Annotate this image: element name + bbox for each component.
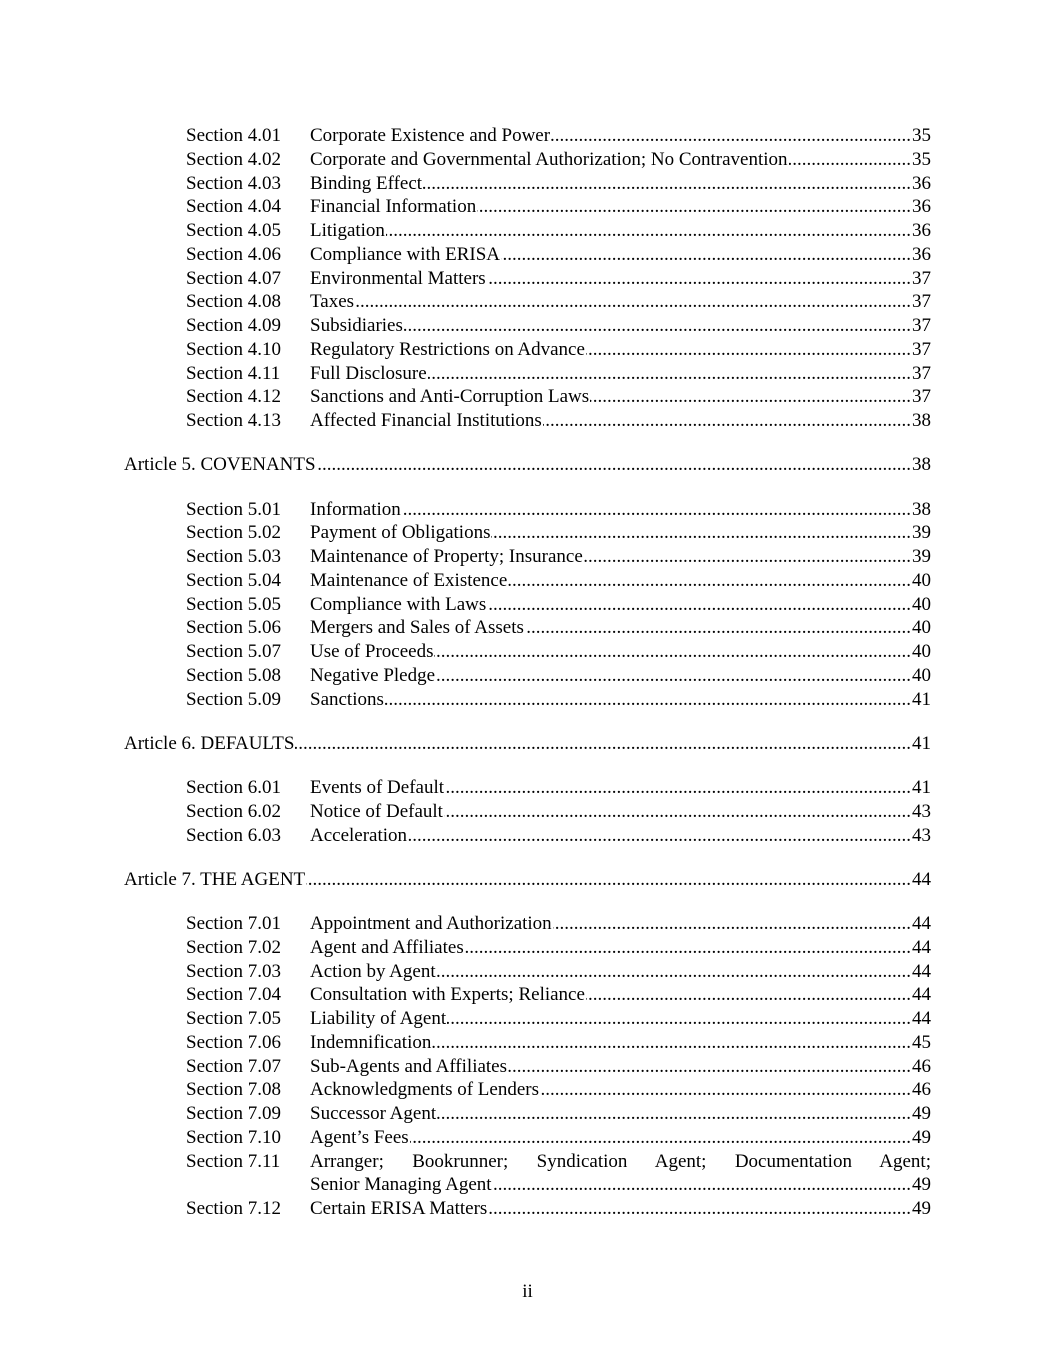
section-number: Section 7.09 (186, 1103, 281, 1124)
section-number: Section 7.03 (186, 960, 281, 982)
section-entry[interactable] (310, 243, 931, 267)
section-entry[interactable] (310, 800, 931, 824)
section-number: Section 7.08 (186, 1079, 281, 1101)
section-number: Section 7.02 (186, 936, 281, 958)
entry-title: Consultation with Experts; Reliance (310, 984, 585, 1006)
section-entry[interactable] (310, 314, 931, 338)
entry-page-number: 39 (912, 546, 931, 567)
spacer (0, 847, 1055, 868)
entry-page-number: 45 (912, 1031, 931, 1053)
entry-page-number: 49 (912, 1198, 931, 1219)
entry-title: Negative Pledge (310, 664, 436, 686)
dot-leader (493, 1173, 911, 1197)
section-entry[interactable] (310, 936, 931, 960)
section-number: Section 5.01 (186, 498, 281, 520)
section-number: Section 4.13 (186, 410, 281, 431)
entry-page-number: 37 (912, 315, 931, 336)
dot-leader (487, 593, 911, 617)
dot-leader (508, 569, 911, 593)
dot-leader (355, 290, 911, 314)
entry-page-number: 36 (912, 196, 931, 218)
dot-leader (584, 545, 911, 569)
section-entry[interactable] (310, 362, 931, 386)
entry-page-number: 38 (912, 454, 931, 476)
section-row (0, 960, 1055, 984)
section-row (0, 409, 1055, 433)
section-row (0, 800, 1055, 824)
entry-title: Compliance with Laws (310, 593, 487, 615)
section-number: Section 4.03 (186, 172, 281, 194)
entry-title: Information (310, 498, 401, 520)
section-row (0, 172, 1055, 196)
dot-leader (408, 824, 911, 848)
section-entry[interactable] (310, 267, 931, 291)
section-row (0, 148, 1055, 172)
section-number: Section 7.01 (186, 913, 281, 934)
section-entry[interactable] (310, 1197, 931, 1221)
dot-leader (437, 1102, 911, 1126)
dot-leader (444, 800, 911, 824)
section-entry[interactable] (310, 1078, 931, 1102)
dot-leader (306, 868, 911, 892)
section-entry[interactable] (310, 338, 931, 362)
dot-leader (551, 124, 911, 148)
entry-title-line1[interactable]: Arranger; Bookrunner; Syndication Agent; Documentation Agent; (310, 1150, 931, 1172)
entry-title: Use of Proceeds (310, 641, 434, 662)
section-number: Section 7.10 (186, 1126, 281, 1148)
section-entry[interactable] (310, 124, 931, 148)
spacer (0, 892, 1055, 913)
article-entry[interactable] (124, 868, 931, 892)
section-number: Section 5.06 (186, 617, 281, 639)
entry-title: Environmental Matters (310, 267, 486, 289)
spacer (0, 711, 1055, 732)
dot-leader (488, 1197, 911, 1221)
entry-title: Indemnification (310, 1031, 432, 1053)
entry-title: Agent’s Fees (310, 1126, 409, 1148)
article-entry[interactable] (124, 453, 931, 477)
section-row (0, 385, 1055, 409)
section-entry[interactable] (310, 385, 931, 409)
dot-leader (402, 498, 911, 522)
section-row (0, 545, 1055, 569)
section-row (0, 1007, 1055, 1031)
spacer (0, 433, 1055, 454)
dot-leader (386, 219, 911, 243)
entry-title: Taxes (310, 291, 355, 313)
entry-page-number: 37 (912, 267, 931, 289)
entry-page-number: 37 (912, 291, 931, 313)
entry-page-number: 38 (912, 410, 931, 431)
section-number: Section 7.11 (186, 1150, 281, 1172)
section-number: Section 4.12 (186, 386, 281, 408)
entry-page-number: 44 (912, 913, 931, 934)
dot-leader (436, 664, 911, 688)
section-row (0, 616, 1055, 640)
dot-leader (465, 936, 911, 960)
section-row (0, 1102, 1055, 1126)
section-row (0, 219, 1055, 243)
entry-page-number: 36 (912, 172, 931, 194)
section-row (0, 688, 1055, 712)
entry-title: Mergers and Sales of Assets (310, 617, 524, 639)
entry-title: Payment of Obligations (310, 522, 491, 544)
section-row (0, 912, 1055, 936)
dot-leader (445, 776, 911, 800)
dot-leader (508, 1055, 911, 1079)
article-row (0, 868, 1055, 892)
section-number: Section 4.07 (186, 267, 281, 289)
dot-leader (404, 314, 911, 338)
section-number: Section 4.08 (186, 291, 281, 313)
entry-title: Corporate and Governmental Authorization; No Contravention (310, 148, 788, 170)
section-row (0, 1031, 1055, 1055)
section-entry[interactable] (310, 1007, 931, 1031)
dot-leader (586, 338, 911, 362)
table-of-contents (0, 124, 1055, 1221)
entry-page-number: 44 (912, 984, 931, 1006)
section-entry[interactable] (310, 688, 931, 712)
entry-page-number: 37 (912, 362, 931, 384)
dot-leader (423, 172, 911, 196)
section-number: Section 5.03 (186, 546, 281, 567)
section-entry[interactable] (310, 960, 931, 984)
section-row (0, 498, 1055, 522)
entry-page-number: 40 (912, 593, 931, 615)
dot-leader (410, 1126, 911, 1150)
entry-page-number: 41 (912, 777, 931, 798)
section-number: Section 4.04 (186, 196, 281, 218)
entry-title: Litigation (310, 220, 385, 241)
section-row (0, 124, 1055, 148)
section-entry[interactable] (310, 172, 931, 196)
section-number: Section 5.04 (186, 569, 281, 591)
entry-page-number: 44 (912, 1008, 931, 1029)
section-entry[interactable] (310, 776, 931, 800)
section-number: Section 6.02 (186, 800, 281, 822)
section-number: Section 6.03 (186, 824, 281, 846)
section-number: Section 4.09 (186, 315, 281, 336)
section-number: Section 4.06 (186, 243, 281, 265)
article-row (0, 732, 1055, 756)
section-entry[interactable] (310, 1102, 931, 1126)
entry-title: Events of Default (310, 777, 445, 798)
entry-title: Sanctions and Anti-Corruption Laws (310, 386, 590, 408)
entry-page-number: 43 (912, 824, 931, 846)
entry-title: Maintenance of Existence (310, 569, 508, 591)
section-row (0, 569, 1055, 593)
entry-title: Corporate Existence and Power (310, 125, 551, 146)
entry-title: Liability of Agent (310, 1008, 447, 1029)
entry-title: Successor Agent (310, 1103, 437, 1124)
entry-title: Maintenance of Property; Insurance (310, 546, 583, 567)
spacer (0, 756, 1055, 777)
entry-page-number: 41 (912, 688, 931, 710)
entry-page-number: 39 (912, 522, 931, 544)
entry-title: Sub-Agents and Affiliates (310, 1055, 508, 1077)
dot-leader (501, 243, 911, 267)
spacer (0, 477, 1055, 498)
section-number: Section 4.11 (186, 362, 281, 384)
entry-page-number: 40 (912, 664, 931, 686)
section-row (0, 243, 1055, 267)
section-entry[interactable] (310, 664, 931, 688)
section-entry[interactable] (310, 593, 931, 617)
section-number: Section 5.07 (186, 641, 281, 662)
dot-leader (428, 362, 911, 386)
entry-title: Agent and Affiliates (310, 936, 464, 958)
section-number: Section 7.04 (186, 984, 281, 1006)
dot-leader (477, 195, 911, 219)
entry-page-number: 44 (912, 868, 931, 890)
entry-title: Subsidiaries (310, 315, 403, 336)
entry-title: Appointment and Authorization (310, 913, 552, 934)
section-entry[interactable] (310, 824, 931, 848)
entry-title: Financial Information (310, 196, 477, 218)
section-entry[interactable] (310, 148, 931, 172)
section-number: Section 5.08 (186, 664, 281, 686)
section-row (0, 267, 1055, 291)
entry-page-number: 40 (912, 569, 931, 591)
section-entry[interactable] (310, 569, 931, 593)
entry-page-number: 35 (912, 148, 931, 170)
section-entry[interactable] (310, 1031, 931, 1055)
section-number: Section 5.09 (186, 688, 281, 710)
section-row (0, 195, 1055, 219)
section-row (0, 936, 1055, 960)
entry-title: Regulatory Restrictions on Advance (310, 338, 585, 360)
entry-page-number: 36 (912, 220, 931, 241)
dot-leader (543, 409, 911, 433)
section-entry[interactable] (310, 1126, 931, 1150)
dot-leader (491, 521, 911, 545)
dot-leader (434, 640, 911, 664)
article-row (0, 453, 1055, 477)
section-number: Section 4.10 (186, 338, 281, 360)
entry-page-number: 41 (912, 732, 931, 754)
section-entry[interactable] (310, 1173, 931, 1197)
entry-page-number: 46 (912, 1079, 931, 1101)
section-entry[interactable] (310, 409, 931, 433)
entry-page-number: 40 (912, 641, 931, 662)
entry-title: Full Disclosure (310, 362, 427, 384)
entry-page-number: 37 (912, 338, 931, 360)
entry-title: Binding Effect (310, 172, 423, 194)
section-row (0, 983, 1055, 1007)
entry-page-number: 38 (912, 498, 931, 520)
entry-title: Article 7. THE AGENT (124, 868, 306, 890)
section-row (0, 521, 1055, 545)
entry-page-number: 49 (912, 1174, 931, 1196)
section-row (0, 338, 1055, 362)
section-row (0, 1150, 1055, 1174)
section-number: Section 7.05 (186, 1008, 281, 1029)
section-row (0, 640, 1055, 664)
section-row (0, 314, 1055, 338)
page-number: ii (522, 1281, 533, 1302)
section-row (0, 824, 1055, 848)
entry-title: Article 5. COVENANTS (124, 454, 316, 476)
section-row (0, 290, 1055, 314)
entry-page-number: 44 (912, 960, 931, 982)
section-number: Section 4.05 (186, 220, 281, 241)
section-row-continued (0, 1173, 1055, 1197)
section-entry[interactable] (310, 616, 931, 640)
dot-leader (487, 267, 911, 291)
section-number: Section 7.07 (186, 1055, 281, 1077)
section-row (0, 1197, 1055, 1221)
entry-page-number: 46 (912, 1055, 931, 1077)
entry-page-number: 49 (912, 1126, 931, 1148)
section-row (0, 776, 1055, 800)
dot-leader (540, 1078, 911, 1102)
dot-leader (590, 385, 911, 409)
article-entry[interactable] (124, 732, 931, 756)
entry-title: Article 6. DEFAULTS (124, 732, 295, 754)
entry-title: Senior Managing Agent (310, 1174, 492, 1196)
section-row (0, 1055, 1055, 1079)
entry-page-number: 36 (912, 243, 931, 265)
section-row (0, 593, 1055, 617)
section-number: Section 5.02 (186, 522, 281, 544)
section-entry[interactable] (310, 983, 931, 1007)
entry-page-number: 35 (912, 125, 931, 146)
section-number: Section 6.01 (186, 777, 281, 798)
section-entry[interactable] (310, 219, 931, 243)
entry-title: Notice of Default (310, 800, 443, 822)
section-number: Section 4.01 (186, 125, 281, 146)
section-number: Section 4.02 (186, 148, 281, 170)
dot-leader (317, 453, 911, 477)
dot-leader (432, 1031, 911, 1055)
section-entry[interactable] (310, 521, 931, 545)
section-row (0, 362, 1055, 386)
entry-page-number: 40 (912, 617, 931, 639)
dot-leader (553, 912, 911, 936)
dot-leader (586, 983, 911, 1007)
section-row (0, 664, 1055, 688)
section-entry[interactable] (310, 912, 931, 936)
section-row (0, 1078, 1055, 1102)
section-entry[interactable] (310, 545, 931, 569)
entry-title: Certain ERISA Matters (310, 1198, 488, 1219)
entry-title: Affected Financial Institutions (310, 410, 542, 431)
section-entry[interactable] (310, 1055, 931, 1079)
entry-page-number: 44 (912, 936, 931, 958)
dot-leader (525, 616, 911, 640)
dot-leader (447, 1007, 911, 1031)
entry-title: Action by Agent (310, 960, 436, 982)
entry-title: Compliance with ERISA (310, 243, 500, 265)
entry-title: Acknowledgments of Lenders (310, 1079, 539, 1101)
section-number: Section 7.06 (186, 1031, 281, 1053)
section-row (0, 1126, 1055, 1150)
section-entry[interactable] (310, 195, 931, 219)
dot-leader (789, 148, 911, 172)
section-entry[interactable] (310, 640, 931, 664)
section-number: Section 5.05 (186, 593, 281, 615)
section-entry[interactable] (310, 498, 931, 522)
dot-leader (295, 732, 911, 756)
entry-title: Acceleration (310, 824, 408, 846)
entry-page-number: 49 (912, 1103, 931, 1124)
section-entry[interactable] (310, 290, 931, 314)
dot-leader (437, 960, 911, 984)
section-number: Section 7.12 (186, 1198, 281, 1219)
entry-page-number: 37 (912, 386, 931, 408)
entry-page-number: 43 (912, 800, 931, 822)
entry-title: Sanctions (310, 688, 384, 710)
dot-leader (385, 688, 911, 712)
